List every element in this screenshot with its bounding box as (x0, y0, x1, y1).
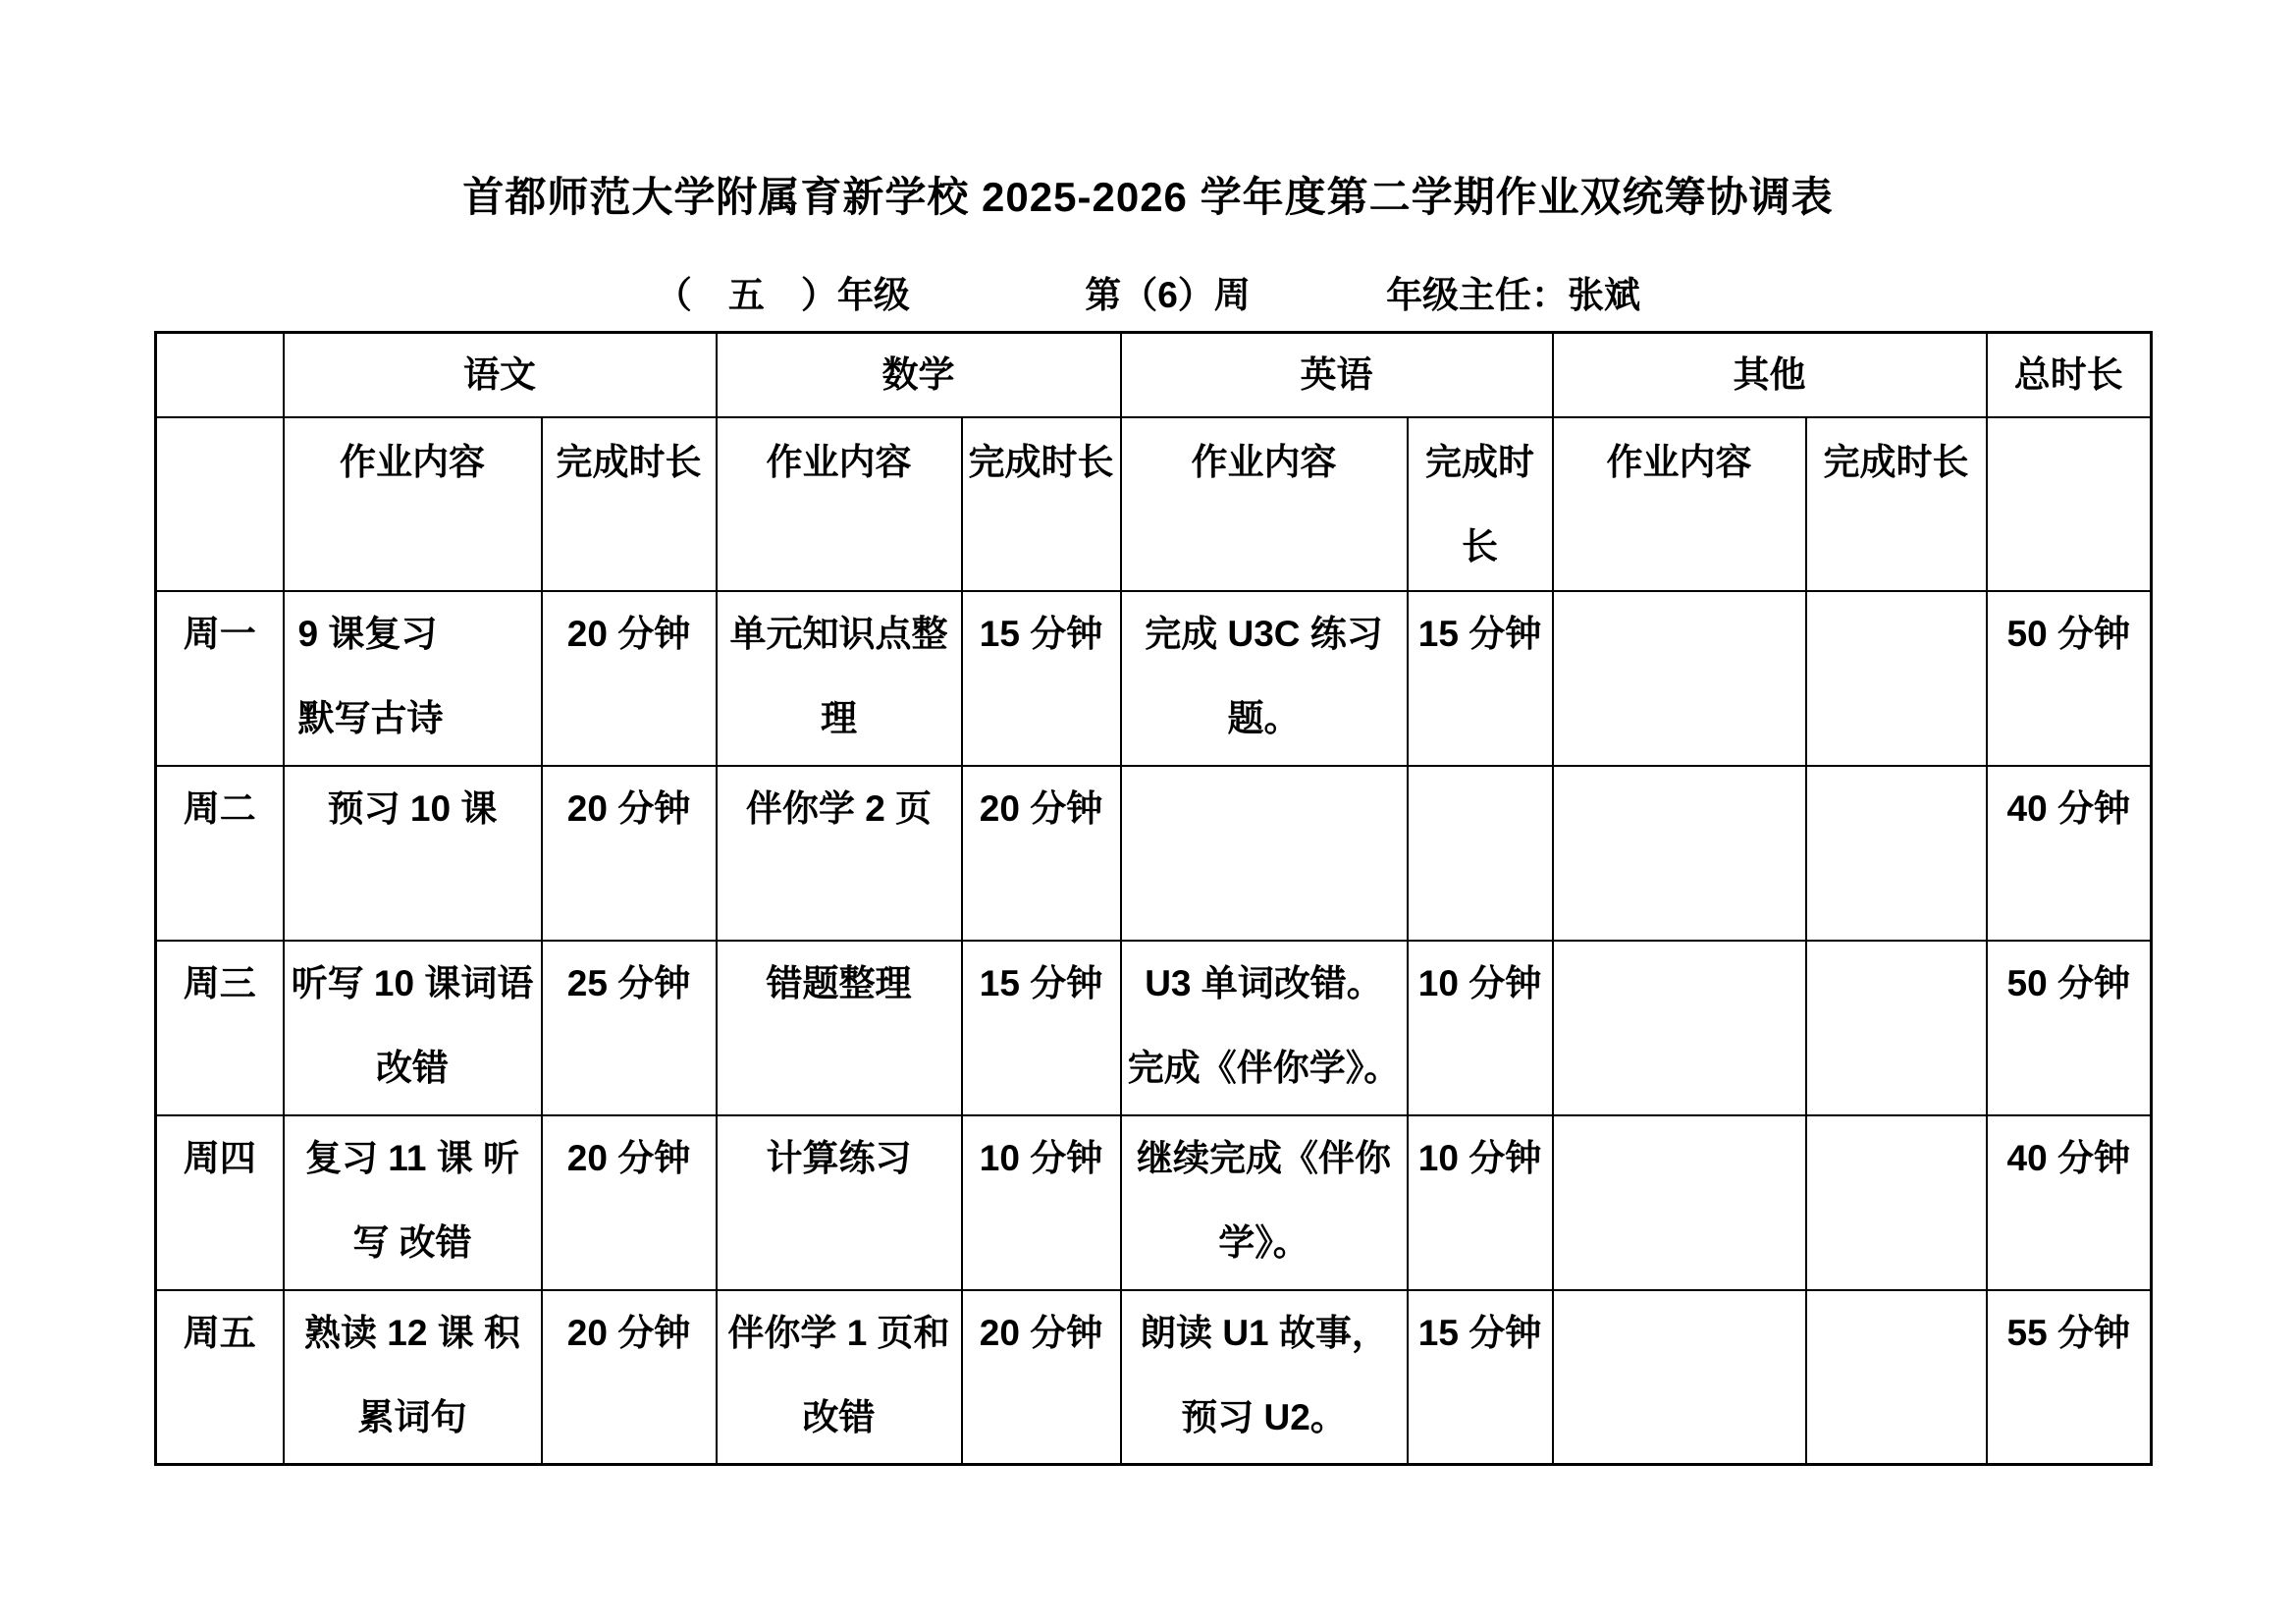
content-cell (284, 941, 542, 1115)
content-cell (284, 591, 542, 766)
cell-line: 15 分钟 (1417, 613, 1542, 654)
other-duration-header: 完成时长 (1806, 417, 1987, 591)
total-duration-cell (1987, 766, 2152, 941)
cell-line: 学》。 (1218, 1221, 1309, 1263)
duration-cell (1806, 766, 1987, 941)
cell-line: 熟读 12 课 积 (304, 1312, 520, 1353)
cell-line: 15 分钟 (979, 962, 1103, 1003)
document-title: 首都师范大学附属育新学校 2025-2026 学年度第二学期作业双统筹协调表 (462, 174, 1834, 220)
duration-cell (1806, 1115, 1987, 1290)
cell-line: 预习 10 课 (327, 787, 498, 829)
corner-subcell (156, 417, 284, 591)
table-row (156, 1115, 2152, 1290)
cell-line: 写 改错 (352, 1221, 472, 1263)
subject-header-math: 数学 (717, 333, 1121, 417)
cell-line: 10 分钟 (979, 1137, 1103, 1178)
corner-cell (156, 333, 284, 417)
content-cell (1553, 1115, 1806, 1290)
subject-header-english: 英语 (1121, 333, 1553, 417)
math-duration-header: 完成时长 (962, 417, 1121, 591)
grade-field: （ 五 ）年级 (655, 275, 910, 315)
cell-line: 改错 (376, 1047, 449, 1088)
cell-line: 15 分钟 (1417, 1312, 1542, 1353)
cell-line: 伴你学 2 页 (745, 787, 933, 829)
english-duration-header: 完成时长 (1408, 417, 1553, 591)
total-duration-cell (1987, 941, 2152, 1115)
cell-line: 继续完成《伴你 (1137, 1137, 1391, 1178)
duration-cell (962, 1115, 1121, 1290)
cell-line: 55 分钟 (2006, 1312, 2130, 1353)
total-duration-cell (1987, 1290, 2152, 1465)
content-cell (1121, 941, 1408, 1115)
content-cell (284, 1115, 542, 1290)
duration-cell (542, 1115, 717, 1290)
total-duration-header: 总时长 (1987, 333, 2152, 417)
subject-header-other: 其他 (1553, 333, 1987, 417)
chinese-content-header: 作业内容 (284, 417, 542, 591)
chinese-duration-header: 完成时长 (542, 417, 717, 591)
content-cell (717, 1290, 962, 1465)
content-cell (1553, 591, 1806, 766)
cell-line: 累词句 (357, 1396, 467, 1437)
total-duration-cell (1987, 591, 2152, 766)
grade-week-line (0, 265, 2296, 318)
cell-line: 20 分钟 (566, 1312, 691, 1353)
duration-cell (962, 1290, 1121, 1465)
table-row (156, 766, 2152, 941)
homework-table (154, 331, 2153, 1466)
content-cell (1553, 941, 1806, 1115)
duration-cell (1408, 1290, 1553, 1465)
subject-header-chinese: 语文 (284, 333, 717, 417)
cell-line: 伴你学 1 页和 (727, 1312, 950, 1353)
row-day-label: 周四 (156, 1115, 284, 1290)
content-cell (284, 766, 542, 941)
content-cell (1553, 1290, 1806, 1465)
duration-cell (542, 1290, 717, 1465)
row-day-label: 周三 (156, 941, 284, 1115)
cell-line: 听写 10 课词语 (291, 962, 534, 1003)
content-cell (1121, 1290, 1408, 1465)
cell-line: 40 分钟 (2006, 787, 2130, 829)
cell-line: 25 分钟 (566, 962, 691, 1003)
row-day-label: 周五 (156, 1290, 284, 1465)
content-cell (717, 766, 962, 941)
content-cell (717, 1115, 962, 1290)
content-cell (1553, 766, 1806, 941)
content-cell (717, 941, 962, 1115)
duration-cell (1806, 941, 1987, 1115)
cell-line: 单元知识点整 (729, 613, 948, 654)
duration-cell (1806, 1290, 1987, 1465)
cell-line: 10 分钟 (1417, 1137, 1542, 1178)
cell-line: 9 课复习 (297, 613, 438, 654)
cell-line: 20 分钟 (979, 1312, 1103, 1353)
content-cell (1121, 591, 1408, 766)
english-content-header: 作业内容 (1121, 417, 1408, 591)
total-duration-cell (1987, 1115, 2152, 1290)
math-content-header: 作业内容 (717, 417, 962, 591)
table-row (156, 941, 2152, 1115)
cell-line: 20 分钟 (979, 787, 1103, 829)
cell-line: 20 分钟 (566, 787, 691, 829)
content-cell (1121, 1115, 1408, 1290)
duration-cell (962, 941, 1121, 1115)
cell-line: 50 分钟 (2006, 613, 2130, 654)
duration-cell (962, 591, 1121, 766)
duration-cell (1408, 766, 1553, 941)
duration-cell (1408, 1115, 1553, 1290)
cell-line: 预习 U2。 (1181, 1396, 1347, 1437)
total-subheader-empty (1987, 417, 2152, 591)
content-cell (717, 591, 962, 766)
subheader-row (156, 417, 2152, 591)
table-row (156, 1290, 2152, 1465)
cell-line: 15 分钟 (979, 613, 1103, 654)
duration-cell (542, 941, 717, 1115)
table-row (156, 591, 2152, 766)
cell-line: 20 分钟 (566, 613, 691, 654)
cell-line: U3 单词改错。 (1145, 962, 1383, 1003)
row-day-label: 周二 (156, 766, 284, 941)
cell-line: 完成 U3C 练习 (1145, 613, 1383, 654)
other-content-header: 作业内容 (1553, 417, 1806, 591)
week-field: 第（6）周 (1085, 275, 1251, 315)
duration-cell (962, 766, 1121, 941)
cell-line: 20 分钟 (566, 1137, 691, 1178)
director-field: 年级主任：张斌 (1386, 275, 1641, 315)
duration-cell (542, 766, 717, 941)
cell-line: 错题整理 (766, 962, 912, 1003)
cell-line: 10 分钟 (1417, 962, 1542, 1003)
cell-line: 朗读 U1 故事， (1140, 1312, 1388, 1353)
duration-cell (1408, 941, 1553, 1115)
subject-header-row (156, 333, 2152, 417)
cell-line: 完成《伴你学》。 (1127, 1047, 1401, 1088)
content-cell (284, 1290, 542, 1465)
duration-cell (542, 591, 717, 766)
cell-line: 复习 11 课 听 (305, 1137, 519, 1178)
content-cell (1121, 766, 1408, 941)
duration-cell (1408, 591, 1553, 766)
cell-line: 40 分钟 (2006, 1137, 2130, 1178)
cell-line: 默写古诗 (297, 697, 444, 738)
cell-line: 题。 (1227, 697, 1301, 738)
cell-line: 理 (821, 697, 857, 738)
duration-cell (1806, 591, 1987, 766)
table-body (156, 591, 2152, 1465)
cell-line: 计算练习 (766, 1137, 912, 1178)
row-day-label: 周一 (156, 591, 284, 766)
cell-line: 50 分钟 (2006, 962, 2130, 1003)
cell-line: 改错 (802, 1396, 876, 1437)
